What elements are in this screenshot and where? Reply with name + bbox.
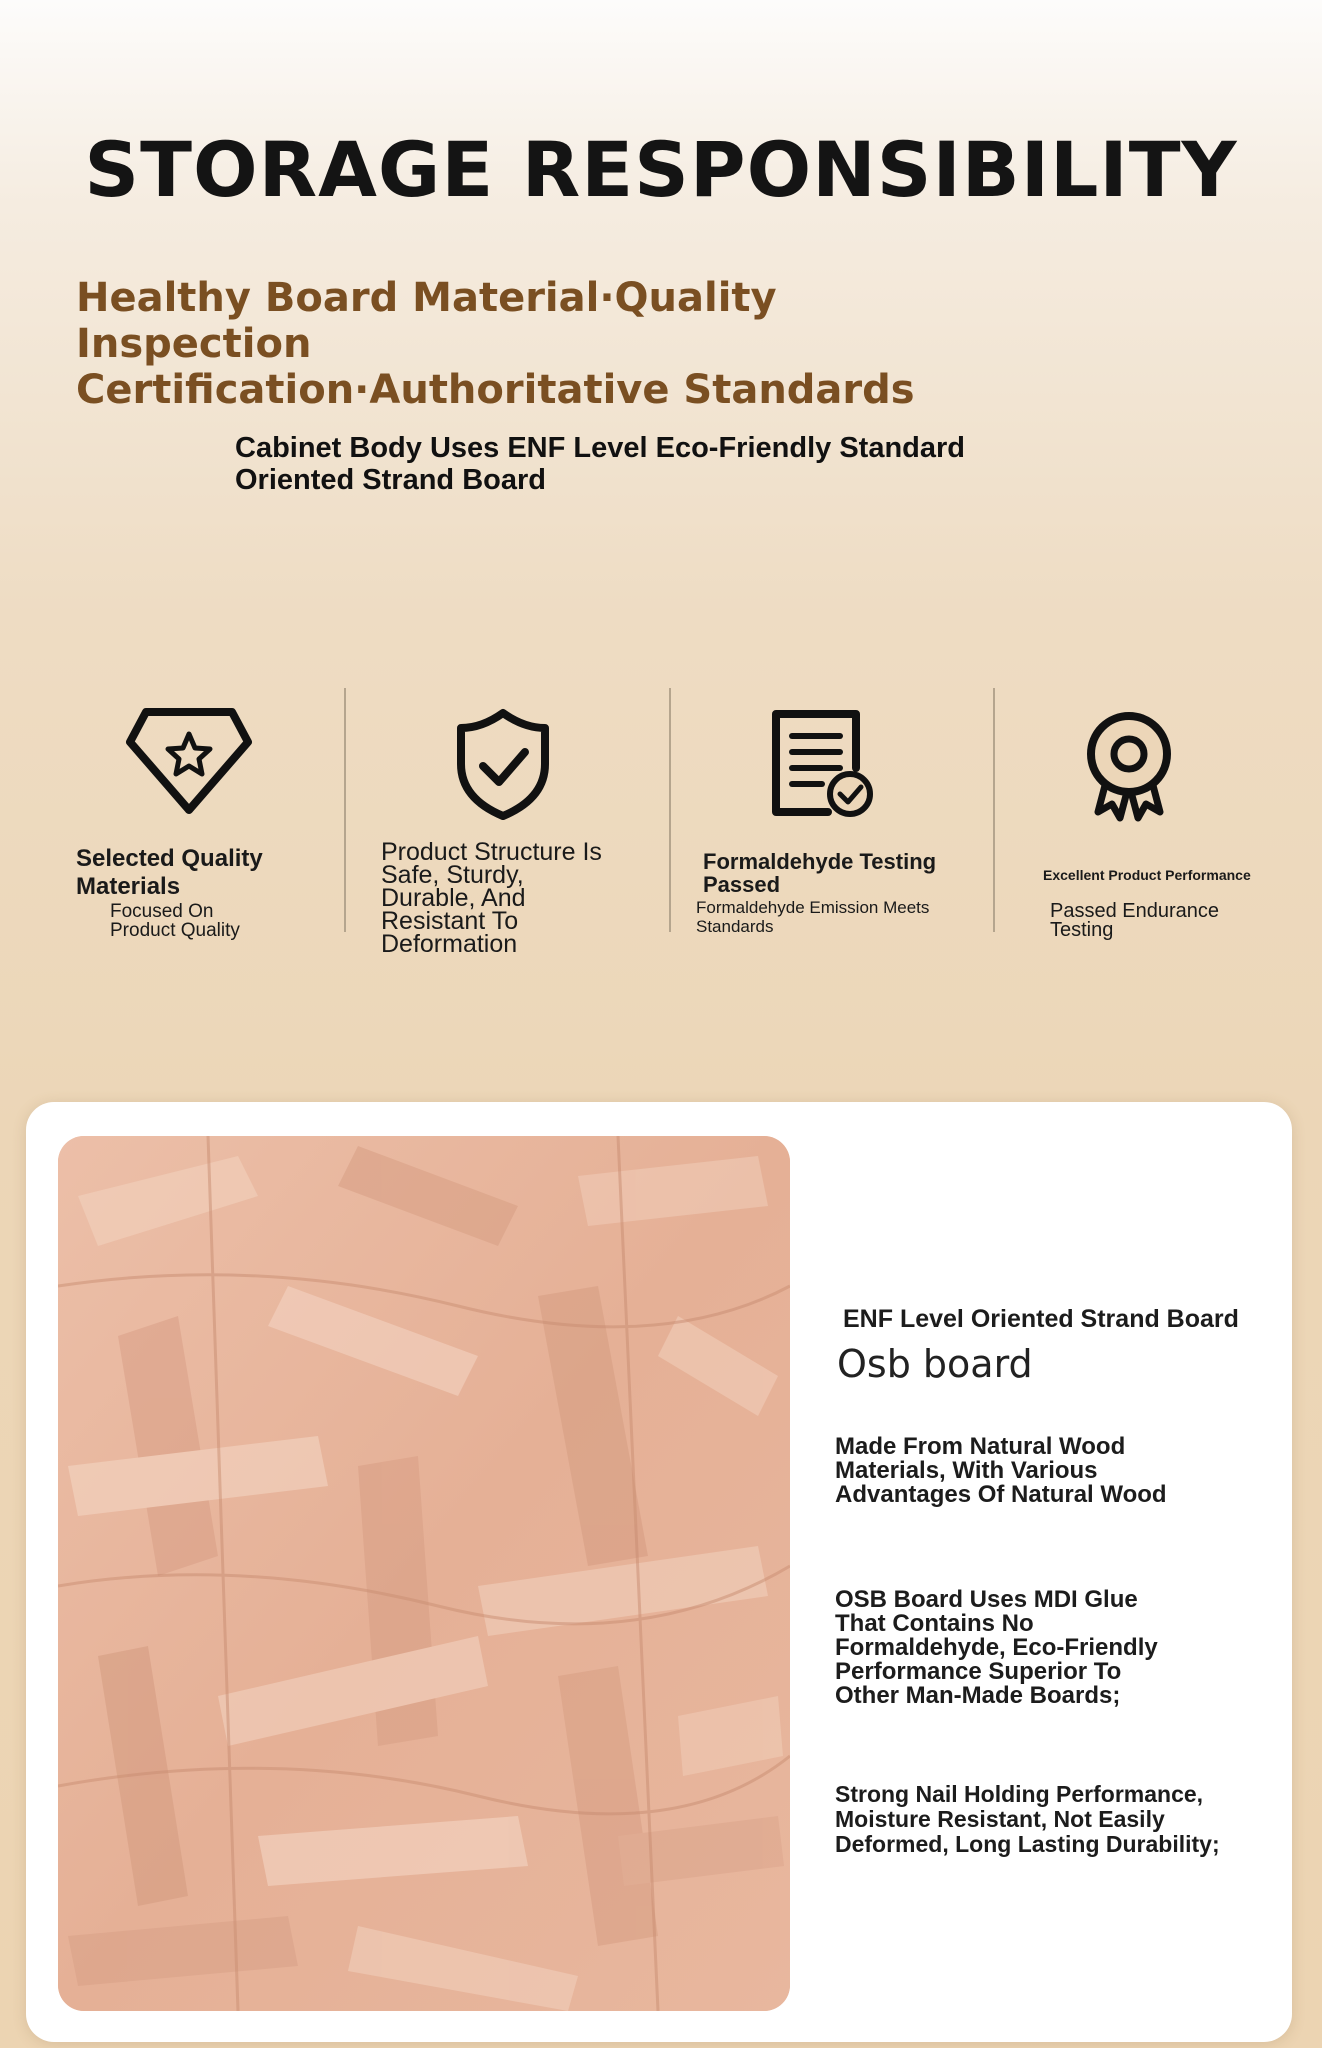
feature-title: Passed <box>703 872 781 897</box>
board-point-line: Deformed, Long Lasting Durability; <box>835 1831 1220 1857</box>
feature-title: Formaldehyde Testing <box>703 849 937 874</box>
feature-divider <box>993 688 995 932</box>
feature-divider <box>344 688 346 932</box>
shield-check-icon <box>455 708 551 820</box>
board-point-line: OSB Board Uses MDI Glue <box>835 1586 1138 1613</box>
subtitle-line-2: Certification·Authoritative Standards <box>76 367 915 413</box>
feature-description: Standards <box>696 917 774 936</box>
award-medal-icon <box>1082 708 1176 822</box>
subtitle <box>76 275 976 413</box>
board-point-line: Performance Superior To <box>835 1658 1122 1685</box>
board-point-line: Strong Nail Holding Performance, <box>835 1781 1204 1807</box>
board-point-line: Made From Natural Wood <box>835 1433 1126 1460</box>
feature-title: Materials <box>76 873 181 900</box>
feature-description: Formaldehyde Emission Meets <box>696 898 930 917</box>
feature-line: Resistant To <box>381 907 519 935</box>
page-title: STORAGE RESPONSIBILITY <box>84 125 1238 214</box>
diamond-star-icon <box>124 706 254 816</box>
board-point-3 <box>835 1782 1220 1857</box>
feature-title: Selected Quality <box>76 845 263 872</box>
feature-description: Focused On <box>110 901 214 922</box>
feature-line: Safe, Sturdy, <box>381 861 524 889</box>
board-point-2 <box>835 1588 1158 1708</box>
board-point-line: Formaldehyde, Eco-Friendly <box>835 1634 1158 1661</box>
document-check-icon <box>768 708 874 820</box>
feature-line: Product Structure Is <box>381 838 602 866</box>
board-name: Osb board <box>837 1342 1033 1386</box>
feature-description: Testing <box>1050 919 1114 941</box>
board-point-line: That Contains No <box>835 1610 1034 1637</box>
feature-line: Durable, And <box>381 884 526 912</box>
board-point-line: Moisture Resistant, Not Easily <box>835 1806 1165 1832</box>
board-point-line: Materials, With Various <box>835 1457 1098 1484</box>
feature-description: Product Quality <box>110 920 240 941</box>
board-point-line: Advantages Of Natural Wood <box>835 1481 1167 1508</box>
feature-line: Deformation <box>381 930 518 958</box>
osb-board-image <box>58 1136 790 2011</box>
intro-text: Cabinet Body Uses ENF Level Eco-Friendly Standard Oriented Strand Board <box>235 432 965 496</box>
board-heading: ENF Level Oriented Strand Board <box>843 1305 1239 1333</box>
feature-title: Excellent Product Performance <box>1043 867 1251 883</box>
subtitle-line-1: Healthy Board Material·Quality Inspection <box>76 275 777 367</box>
board-point-line: Other Man-Made Boards; <box>835 1682 1121 1709</box>
feature-description: Passed Endurance <box>1050 900 1220 922</box>
board-point-1 <box>835 1435 1167 1507</box>
feature-divider <box>669 688 671 932</box>
